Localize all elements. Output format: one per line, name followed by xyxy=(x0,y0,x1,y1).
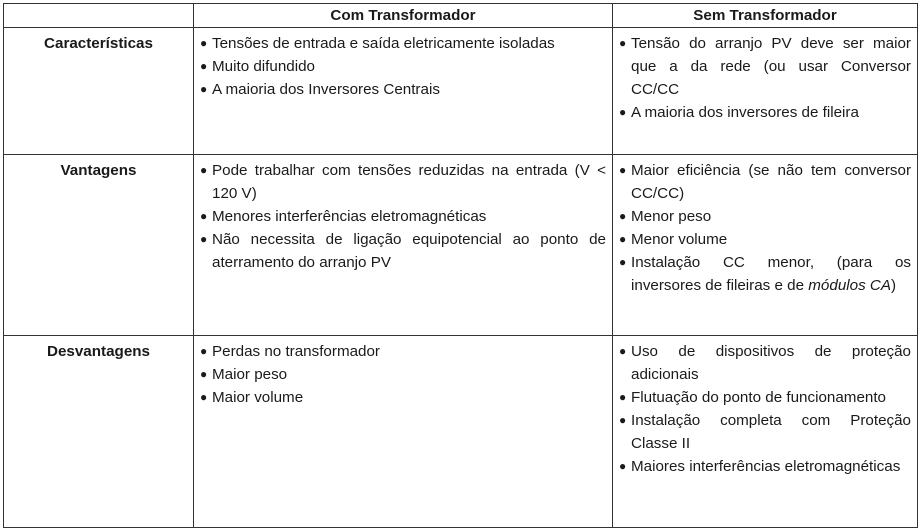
cell-vantagens-sem xyxy=(613,155,918,336)
list-item: ● Perdas no transformador xyxy=(198,340,606,363)
header-row xyxy=(4,4,918,28)
row-label-caracteristicas: Características xyxy=(4,28,194,155)
cell-desvantagens-sem xyxy=(613,336,918,528)
cell-caracteristicas-sem xyxy=(613,28,918,155)
bullet-icon: ● xyxy=(200,36,208,50)
bullet-list xyxy=(617,159,911,297)
row-label-desvantagens: Desvantagens xyxy=(4,336,194,528)
header-empty-cell xyxy=(4,4,194,28)
list-item: ● A maioria dos inversores de fileira xyxy=(617,101,911,124)
bullet-icon: ● xyxy=(200,59,208,73)
row-vantagens xyxy=(4,155,918,336)
bullet-icon: ● xyxy=(200,367,208,381)
bullet-list xyxy=(617,32,911,124)
bullet-icon: ● xyxy=(619,232,627,246)
bullet-icon: ● xyxy=(619,459,627,473)
list-item: ● Flutuação do ponto de funcionamento xyxy=(617,386,911,409)
list-item: ● Maior eficiência (se não tem conversor CC/CC) xyxy=(617,159,911,205)
list-item: ● Maior volume xyxy=(198,386,606,409)
cell-caracteristicas-com xyxy=(194,28,613,155)
list-item: ● Maiores interferências eletromagnéticas xyxy=(617,455,911,478)
bullet-icon: ● xyxy=(619,344,627,358)
row-label-vantagens: Vantagens xyxy=(4,155,194,336)
cell-vantagens-com xyxy=(194,155,613,336)
bullet-icon: ● xyxy=(619,163,627,177)
bullet-icon: ● xyxy=(619,390,627,404)
bullet-icon: ● xyxy=(619,413,627,427)
bullet-icon: ● xyxy=(619,36,627,50)
bullet-icon: ● xyxy=(200,232,208,246)
bullet-icon: ● xyxy=(200,344,208,358)
bullet-list xyxy=(198,32,606,101)
row-desvantagens xyxy=(4,336,918,528)
list-item: ● Menor peso xyxy=(617,205,911,228)
bullet-icon: ● xyxy=(619,255,627,269)
list-item: ● Uso de dispositivos de proteção adicionais xyxy=(617,340,911,386)
list-item: ● A maioria dos Inversores Centrais xyxy=(198,78,606,101)
bullet-list xyxy=(198,340,606,409)
list-item: ● Instalação CC menor, (para os inversores de fileiras e de módulos CA) xyxy=(617,251,911,297)
list-item: ● Tensões de entrada e saída eletricamente isoladas xyxy=(198,32,606,55)
bullet-icon: ● xyxy=(200,82,208,96)
list-item: ● Menor volume xyxy=(617,228,911,251)
bullet-icon: ● xyxy=(619,209,627,223)
row-caracteristicas xyxy=(4,28,918,155)
bullet-icon: ● xyxy=(200,163,208,177)
list-item: ● Muito difundido xyxy=(198,55,606,78)
header-com-transformador: Com Transformador xyxy=(194,4,613,28)
bullet-icon: ● xyxy=(619,105,627,119)
list-item: ● Maior peso xyxy=(198,363,606,386)
bullet-list xyxy=(617,340,911,478)
list-item: ● Tensão do arranjo PV deve ser maior que a da rede (ou usar Conversor CC/CC xyxy=(617,32,911,101)
list-item: ● Não necessita de ligação equipotencial ao ponto de aterramento do arranjo PV xyxy=(198,228,606,274)
cell-desvantagens-com xyxy=(194,336,613,528)
list-item: ● Menores interferências eletromagnéticas xyxy=(198,205,606,228)
bullet-icon: ● xyxy=(200,209,208,223)
list-item: ● Pode trabalhar com tensões reduzidas na entrada (V < 120 V) xyxy=(198,159,606,205)
bullet-icon: ● xyxy=(200,390,208,404)
comparison-table xyxy=(3,3,918,528)
bullet-list xyxy=(198,159,606,274)
header-sem-transformador: Sem Transformador xyxy=(613,4,918,28)
list-item: ● Instalação completa com Proteção Classe II xyxy=(617,409,911,455)
